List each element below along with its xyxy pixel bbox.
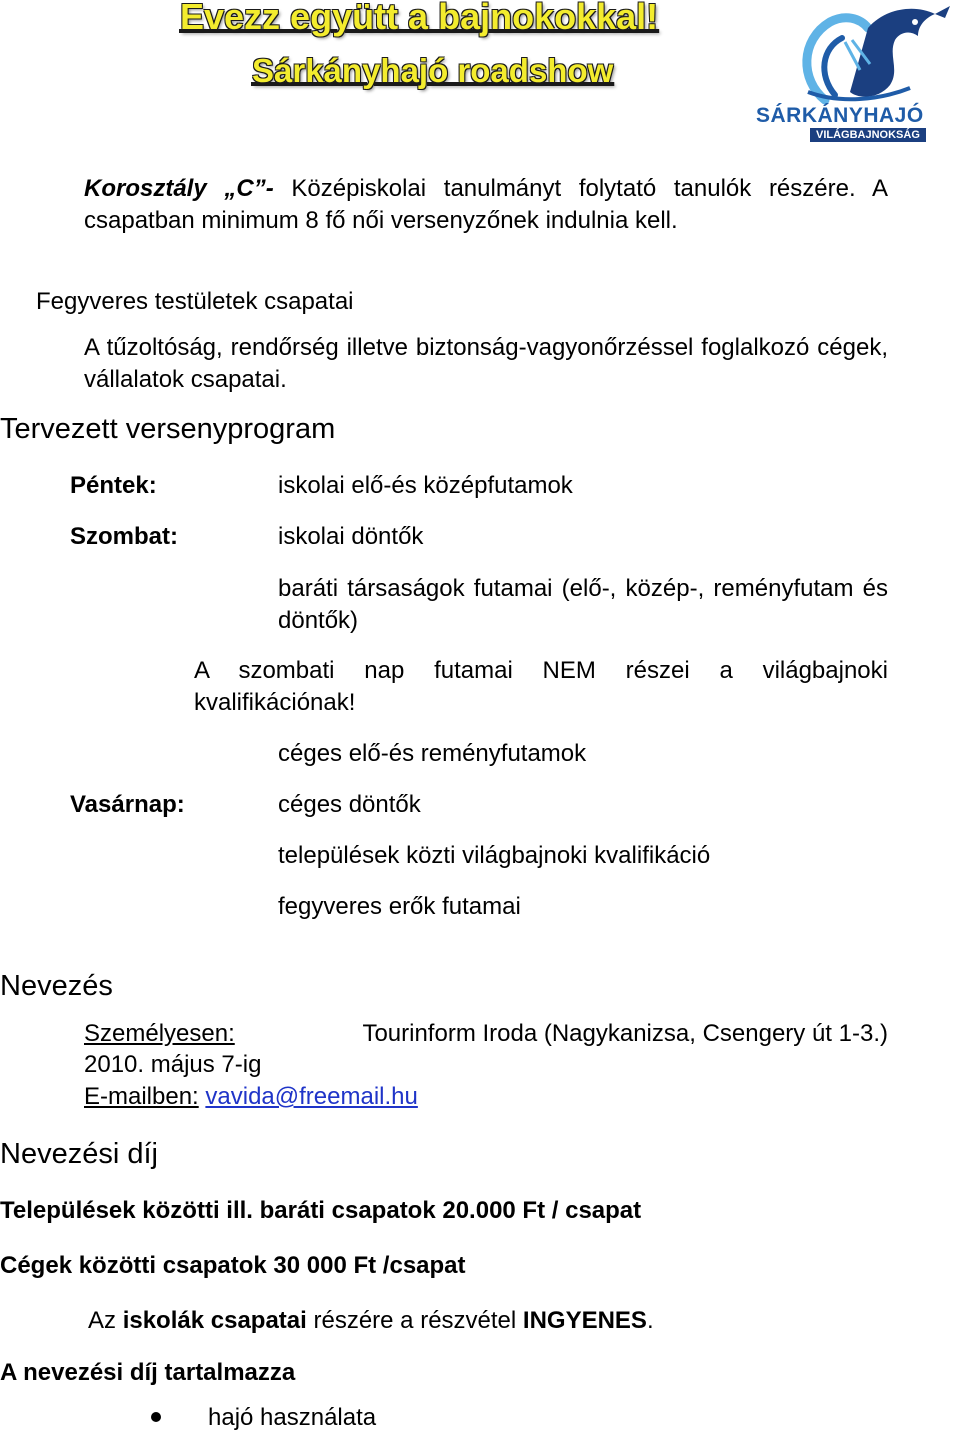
pentek-label: Péntek: [70,472,157,499]
vasarnap-item: céges elő-és reményfutamok [278,740,587,767]
school-text-free: INGYENES [522,1307,647,1334]
school-text-mid: részére a részvétel [313,1307,517,1334]
school-text-pre: Az [88,1307,117,1334]
nevezes-email-line [84,1083,418,1111]
dij-line-cegek: Cégek közötti csapatok 30 000 Ft /csapat [0,1252,466,1279]
pentek-item: iskolai elő-és középfutamok [278,472,573,499]
vasarnap-item: települések közti világbajnoki kvalifikáció [278,842,711,869]
dij-heading: Nevezési díj [0,1138,158,1170]
personal-text: Tourinform Iroda (Nagykanizsa, Csengery út 1-3.) [362,1020,888,1047]
dij-line-telepulesek: Települések közötti ill. baráti csapatok 20.000 Ft / csapat [0,1197,642,1224]
fegyveres-text: A tűzoltóság, rendőrség illetve biztonság-vagyonőrzéssel foglalkozó cégek, vállalatok csapatai. [84,334,888,393]
vasarnap-item: céges döntők [278,791,421,818]
email-link[interactable]: vavida@freemail.hu [205,1083,418,1110]
school-text-end: . [646,1307,654,1334]
szombat-item: baráti társaságok futamai (elő-, közép-, reményfutam és döntők) [278,575,888,634]
nevezes-personal [84,1020,888,1048]
logo-subtitle: VILÁGBAJNOKSÁG [810,128,926,142]
school-text-bold: iskolák csapatai [122,1307,307,1334]
tartalmazza-heading: A nevezési díj tartalmazza [0,1359,296,1386]
page-title: Evezz együtt a bajnokokkal! [180,0,659,37]
vasarnap-item: fegyveres erők futamai [278,893,521,920]
tartalmazza-item: hajó használata [208,1404,377,1431]
page-subtitle: Sárkányhajó roadshow [252,52,614,89]
logo-title: SÁRKÁNYHAJÓ [756,104,924,127]
nevezes-heading: Nevezés [0,970,113,1002]
szombat-item: iskolai döntők [278,523,424,550]
szombat-note: A szombati nap futamai NEM részei a világbajnoki kvalifikációnak! [194,657,888,716]
email-label: E-mailben: [84,1083,199,1110]
szombat-label: Szombat: [70,523,178,550]
vasarnap-label: Vasárnap: [70,791,185,818]
korosztaly-paragraph [84,173,888,237]
bullet-icon [151,1412,161,1422]
fegyveres-heading: Fegyveres testületek csapatai [36,288,354,315]
nevezes-deadline: 2010. május 7-ig [84,1051,262,1078]
korosztaly-text: Középiskolai tanulmányt folytató tanulók részére. A csapatban minimum 8 fő női versenyzőnek indulnia kell. [84,175,888,234]
personal-label: Személyesen: [84,1020,235,1047]
korosztaly-label: Korosztály „C”- [84,175,274,202]
sarkanyhajo-logo [750,0,960,150]
dij-school-line [88,1307,654,1335]
program-heading: Tervezett versenyprogram [0,413,336,445]
